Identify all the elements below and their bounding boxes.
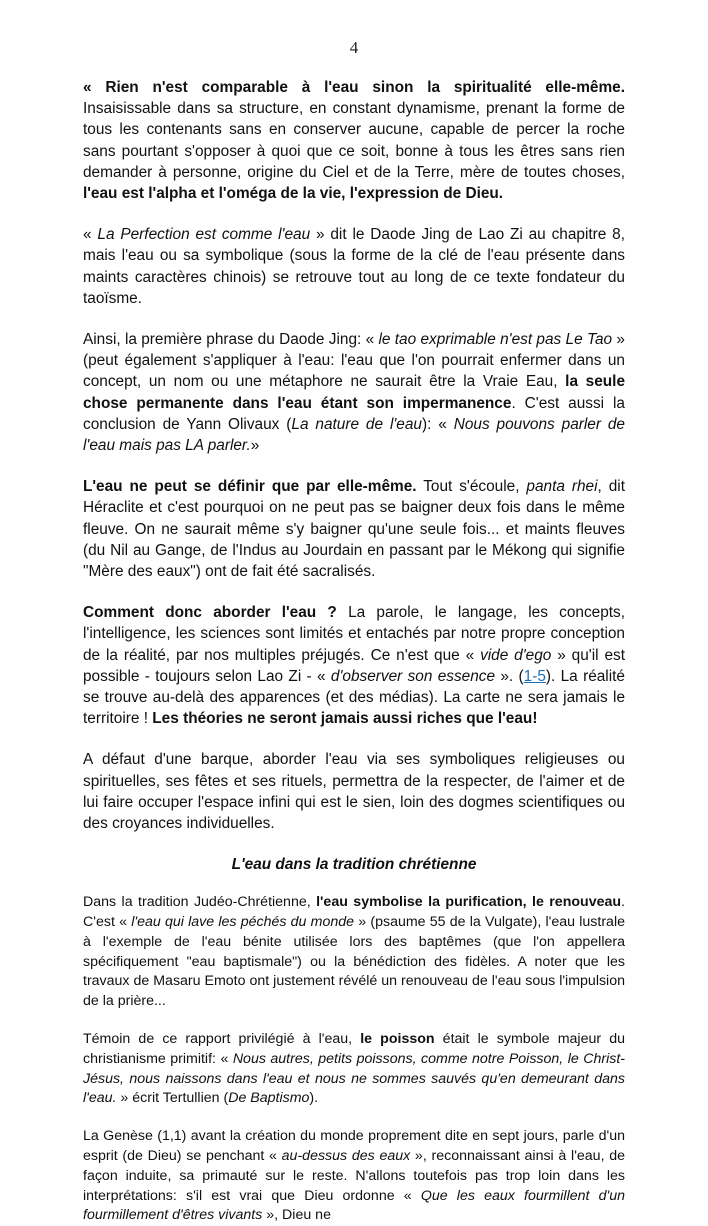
bold-text: Les théories ne seront jamais aussi riches que l'eau! [152, 710, 538, 728]
body-text: » dit le Daode Jing de Lao Zi au chapitre 8, mais l'eau ou sa symbolique (sous la forme de la clé de l'eau présente dans maints caractères chinois) se retrouve tout au long de ce texte fondateur du taoïsme. [83, 226, 625, 307]
bold-text: le poisson [360, 1031, 435, 1048]
paragraph-purification [83, 893, 625, 1012]
page-number: 4 [349, 38, 359, 57]
body-text: . C'est aussi la conclusion de Yann Olivaux ( [83, 394, 625, 433]
italic-term: panta rhei [526, 478, 598, 496]
italic-quote: vide d'ego [480, 646, 552, 664]
body-text: ): « [421, 415, 454, 433]
intro-section [83, 77, 625, 834]
italic-quote: le tao exprimable n'est pas Le Tao [378, 331, 613, 349]
body-text: était le symbole majeur du christianisme primitif: « [83, 1031, 625, 1067]
bold-text: la seule chose permanente dans l'eau étant son impermanence [83, 373, 626, 412]
body-text: » (psaume 55 de la Vulgate), l'eau lustrale à l'exemple de l'eau bénite utilisée lors des baptêmes (que l'on appellera spécifiquement "eau baptismale") ou la bénédiction des fidèles. A noter que les travaux de Masaru Emoto ont justement révélé un renouveau de l'eau sous l'impulsion de la prière... [83, 914, 625, 1010]
paragraph-daode-jing [83, 224, 625, 309]
paragraph-barque [83, 749, 625, 834]
body-text: Tout s'écoule, [416, 478, 527, 496]
paragraph-poisson [83, 1030, 625, 1109]
reference-link[interactable]: 1-5 [523, 667, 546, 685]
body-text: ». ( [495, 667, 524, 685]
italic-quote: au-dessus des eaux [281, 1148, 411, 1165]
body-text: . C'est « [83, 894, 625, 931]
body-text: , dit Héraclite et c'est pourquoi on ne peut pas se baigner deux fois dans le même fleuve. On ne saurait même s'y baigner qu'une seule fois... et maints fleuves (du Nil au Gange, de l'Indus au Jourdain en passant par le Mékong qui signifie "Mère des eaux") ont de fait été sacralisés. [83, 478, 625, 581]
body-text: La Genèse (1,1) avant la création du monde proprement dite en sept jours, parle d'un esprit (de Dieu) se penchant « [83, 1128, 625, 1165]
body-text: » (peut également s'appliquer à l'eau: l'eau que l'on pourrait enfermer dans un concept, un nom ou une métaphore ne saurait être la Vraie Eau, [83, 331, 625, 391]
christian-section [83, 893, 625, 1226]
bold-text: Comment donc aborder l'eau ? [83, 604, 337, 622]
bold-text: L'eau ne peut se définir que par elle-même. [83, 478, 417, 496]
book-title: De Baptismo [228, 1090, 310, 1107]
paragraph-definition [83, 476, 625, 582]
bold-text: l'eau symbolise la purification, le renouveau [316, 894, 622, 911]
italic-quote: Nous autres, petits poissons, comme notre Poisson, le Christ-Jésus, nous naissons dans l'eau et nous ne sommes sauvés qu'en demeurant dans l'eau. [83, 1050, 625, 1107]
paragraph-approach [83, 602, 625, 729]
italic-quote: La Perfection est comme l'eau [97, 226, 311, 244]
body-text: A défaut d'une barque, aborder l'eau via ses symboliques religieuses ou spirituelles, ses fêtes et ses rituels, permettra de la respecter, de l'aimer et de lui faire occuper l'espace infini qui est le sien, loin des dogmes scientifiques ou des croyances individuelles. [83, 751, 625, 833]
italic-quote: Nous pouvons parler de l'eau mais pas LA parler. [83, 415, 625, 455]
bold-text: « Rien n'est comparable à l'eau sinon la spiritualité elle-même. [83, 79, 625, 96]
body-text: » [250, 437, 260, 455]
body-text: » écrit Tertullien ( [116, 1090, 229, 1107]
body-text: Ainsi, la première phrase du Daode Jing: « [83, 331, 379, 349]
italic-quote: l'eau qui lave les péchés du monde [131, 914, 355, 931]
body-text: ). [309, 1090, 319, 1107]
paragraph-genese [83, 1127, 625, 1226]
body-text: », Dieu ne [262, 1207, 331, 1224]
body-text: », reconnaissant ainsi à l'eau, de façon induite, sa primauté sur le reste. N'allons toutefois pas trop loin dans les interprétations: s'il est vrai que Dieu ordonne « [83, 1148, 626, 1204]
bold-text: l'eau est l'alpha et l'oméga de la vie, l'expression de Dieu. [83, 185, 504, 203]
paragraph-first-sentence [83, 329, 625, 456]
body-text: Témoin de ce rapport privilégié à l'eau, [83, 1031, 361, 1048]
paragraph-spirituality [83, 77, 625, 204]
body-text: Insaisissable dans sa structure, en constant dynamisme, prenant la forme de tous les contenants sans en conserver aucune, capable de percer la roche sans pourtant s'opposer à quoi que ce soit, bonne à tous les êtres sans rien demander à personne, origine du Ciel et de la Terre, mère de toutes choses, [83, 100, 625, 181]
section-heading: L'eau dans la tradition chrétienne [231, 856, 477, 874]
page-content [83, 77, 625, 1226]
body-text: ). La réalité se trouve au-delà des apparences (et des médias). La carte ne sera jamais le territoire ! [83, 667, 625, 728]
italic-quote: Que les eaux fourmillent d'un fourmillement d'êtres vivants [83, 1187, 625, 1224]
body-text: » qu'il est possible - toujours selon Lao Zi - « [83, 646, 625, 685]
body-text: Dans la tradition Judéo-Chrétienne, [83, 894, 317, 911]
body-text: « [83, 226, 98, 244]
body-text: La parole, le langage, les concepts, l'intelligence, les sciences sont limités et entachés par notre propre conception de la réalité, par nos multiples préjugés. Ce n'est que « [83, 604, 626, 664]
book-title: La nature de l'eau [291, 415, 422, 433]
italic-quote: d'observer son essence [330, 667, 496, 685]
